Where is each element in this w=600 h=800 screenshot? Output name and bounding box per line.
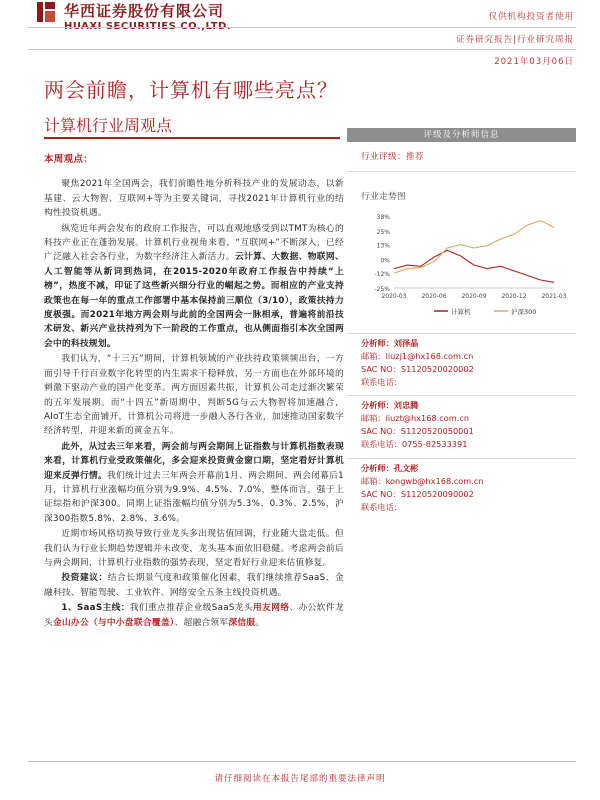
paragraph-4-bold: 此外，从过去三年来看，两会前与两会期间上证指数与计算机指数表现来看，计算机行业受政策催化，多会迎来投资黄金窗口期，坚定看好计算机迎来反弹行情。 xyxy=(44,441,344,481)
analyst-phone: 联系电话： xyxy=(361,377,402,387)
x-tick-label: 2020-06 xyxy=(421,293,447,300)
sidebar-divider xyxy=(347,458,576,459)
stock-yonyou: 用友网络 xyxy=(253,603,290,614)
report-date: 2021年03月06日 xyxy=(494,57,574,67)
analyst-phone: 联系电话：0755-82533391 xyxy=(361,439,468,449)
paragraph-2-lead: 纵览近年两会发布的政府工作报告，可以直观地感受到以TMT为核心的科技产业正在蓬勃发展。计算机行业视角来看，“互联网+”不断深入，已经广泛融入社会各行业，为数字经济注入新活力。 xyxy=(44,223,344,263)
x-tick-label: 2020-09 xyxy=(461,293,487,300)
sidebar-divider xyxy=(347,171,576,172)
footer-divider xyxy=(28,761,576,762)
analyst-email: 邮箱：liuzt@hx168.com.cn xyxy=(361,413,470,423)
analyst-card xyxy=(361,399,474,451)
analyst-sac: SAC NO：S1120520050001 xyxy=(361,426,474,436)
series-line-computer xyxy=(394,250,554,282)
saas-mainline-label: 1、SaaS主线： xyxy=(61,603,130,614)
report-title: 两会前瞻，计算机有哪些亮点？ xyxy=(44,78,338,102)
rating-analyst-header: 评级及分析师信息 xyxy=(347,128,576,142)
y-tick-label: 0% xyxy=(380,257,390,265)
saas-text-a: 我们重点推荐企业级SaaS龙头 xyxy=(129,603,254,614)
investment-advice-text: 结合长期景气度和政策催化因素，我们继续推荐SaaS、金融科技、智能驾驶、工业软件、网络安全五条主线投资机遇。 xyxy=(44,573,345,598)
section-heading: 本周观点： xyxy=(44,154,94,165)
sidebar-divider xyxy=(347,333,576,334)
industry-trend-chart xyxy=(364,208,567,323)
analyst-sac: SAC NO：S1120520090002 xyxy=(361,489,474,499)
stock-sangfor: 深信服 xyxy=(228,617,256,628)
analyst-email: 邮箱：liuzj1@hx168.com.cn xyxy=(361,351,474,361)
analyst-name: 刘泽晶 xyxy=(393,338,419,348)
paragraph-5: 近期市场风格切换导致行业龙头多出现估值回调，行业随大盘走低。但我们认为行业长期趋势逻辑并未改变，龙头基本面依旧稳健。考虑两会前后与两会期间，计算机行业指数的强势表现，坚定看好行业迎来估值修复。 xyxy=(44,529,344,568)
paragraph-6 xyxy=(44,571,344,600)
x-tick-label: 2020-03 xyxy=(381,293,407,300)
paragraph-2 xyxy=(44,222,344,352)
analyst-email: 邮箱：kongwb@hx168.com.cn xyxy=(361,476,484,486)
report-subtitle: 计算机行业周观点 xyxy=(44,116,173,135)
legend-label: 沪深300 xyxy=(511,308,537,316)
stock-kingsoft-office: 金山办公（与中小盘联合覆盖） xyxy=(53,617,175,628)
analyst-name: 刘忠腾 xyxy=(393,400,419,410)
saas-text-d: 。 xyxy=(255,617,265,628)
paragraph-4 xyxy=(44,440,344,526)
investment-advice-label: 投资建议： xyxy=(61,573,108,584)
paragraph-2-bold: 云计算、大数据、物联网、人工智能等从新词到热词，在2015-2020年政府工作报告中持续“上榜”，热度不减，印证了这些新兴细分行业的崛起之势。而相应的产业支持政策也在每一年的重点工作部署中基本保持前三顺位（3/10），政策扶持力度极强。而2021年地方两会则与此前的全国两会一脉相承，普遍将前沿技术研发、新兴产业扶持列为下一阶段的工作重点，也从侧面指引本次全国两会中的科技规划。 xyxy=(44,252,344,349)
industry-rating: 行业评级：推荐 xyxy=(361,152,425,162)
y-tick-label: 13% xyxy=(376,242,390,250)
header-divider xyxy=(28,27,576,28)
analyst-name: 孔文彬 xyxy=(393,463,419,473)
x-tick-label: 2020-12 xyxy=(501,293,527,300)
audience-note: 仅供机构投资者使用 xyxy=(488,12,574,22)
analyst-card xyxy=(361,462,484,514)
paragraph-3: 我们认为，“十三五”期间，计算机领域的产业扶持政策频频出台，一方面引导千行百业数字化转型的内生需求干稳释放，另一方面也在外部环境的刺激下驱动产业的国产化变革。两方面因素共振，计算机公司走过渐次繁荣的五年发展期。而“十四五”新周期中，判断5G与云大物智将加速融合，AIoT生态全面铺开，计算机公司将进一步融入各行各业，加速推动国家数字经济转型，并迎来新的黄金五年。 xyxy=(44,354,344,437)
paragraph-1: 聚焦2021年全国两会，我们前瞻性地分析科技产业的发展动态，以新基建、云大物智、互联网+等为主要关键词，寻找2021年计算机行业的结构性投资机遇。 xyxy=(44,179,344,219)
paragraph-4-rest: 我们统计过去三年两会开幕前1月、两会期间、两会闭幕后1月，计算机行业涨幅均值分别为9.9%、4.5%、7.0%，整体而言，强于上证综指和沪深300。同期上证指涨幅均值分别为5.3%、0.3%、2.5%，沪深300指数5.8%、2.8%、3.6%。 xyxy=(44,470,344,524)
header-divider xyxy=(28,49,576,50)
analyst-label: 分析师： xyxy=(361,463,394,473)
y-tick-label: 25% xyxy=(376,228,390,236)
analyst-label: 分析师： xyxy=(361,400,394,410)
y-tick-label: 38% xyxy=(376,214,390,221)
sidebar-divider xyxy=(347,395,576,396)
analyst-sac: SAC NO：S1120520020002 xyxy=(361,364,474,374)
main-text xyxy=(44,153,344,631)
saas-text-b: 、办公软件龙头 xyxy=(44,603,344,628)
company-logo xyxy=(36,1,56,23)
y-tick-label: -12% xyxy=(374,271,390,279)
paragraph-7 xyxy=(44,601,344,630)
analyst-phone: 联系电话： xyxy=(361,502,402,512)
legend-label: 计算机 xyxy=(451,308,471,316)
report-type: 证券研究报告|行业研究周报 xyxy=(456,35,574,45)
analyst-label: 分析师： xyxy=(361,338,394,348)
y-tick-label: -25% xyxy=(374,286,390,293)
trend-chart-title: 行业走势图 xyxy=(361,192,407,202)
subtitle-underline xyxy=(44,137,340,139)
x-tick-label: 2021-03 xyxy=(541,293,567,300)
legal-notice: 请仔细阅读在本报告尾部的重要法律声明 xyxy=(214,774,386,784)
brand-name-cn: 华西证券股份有限公司 xyxy=(64,2,225,20)
analyst-card xyxy=(361,337,474,389)
saas-text-c: 、超融合领军 xyxy=(174,617,229,628)
